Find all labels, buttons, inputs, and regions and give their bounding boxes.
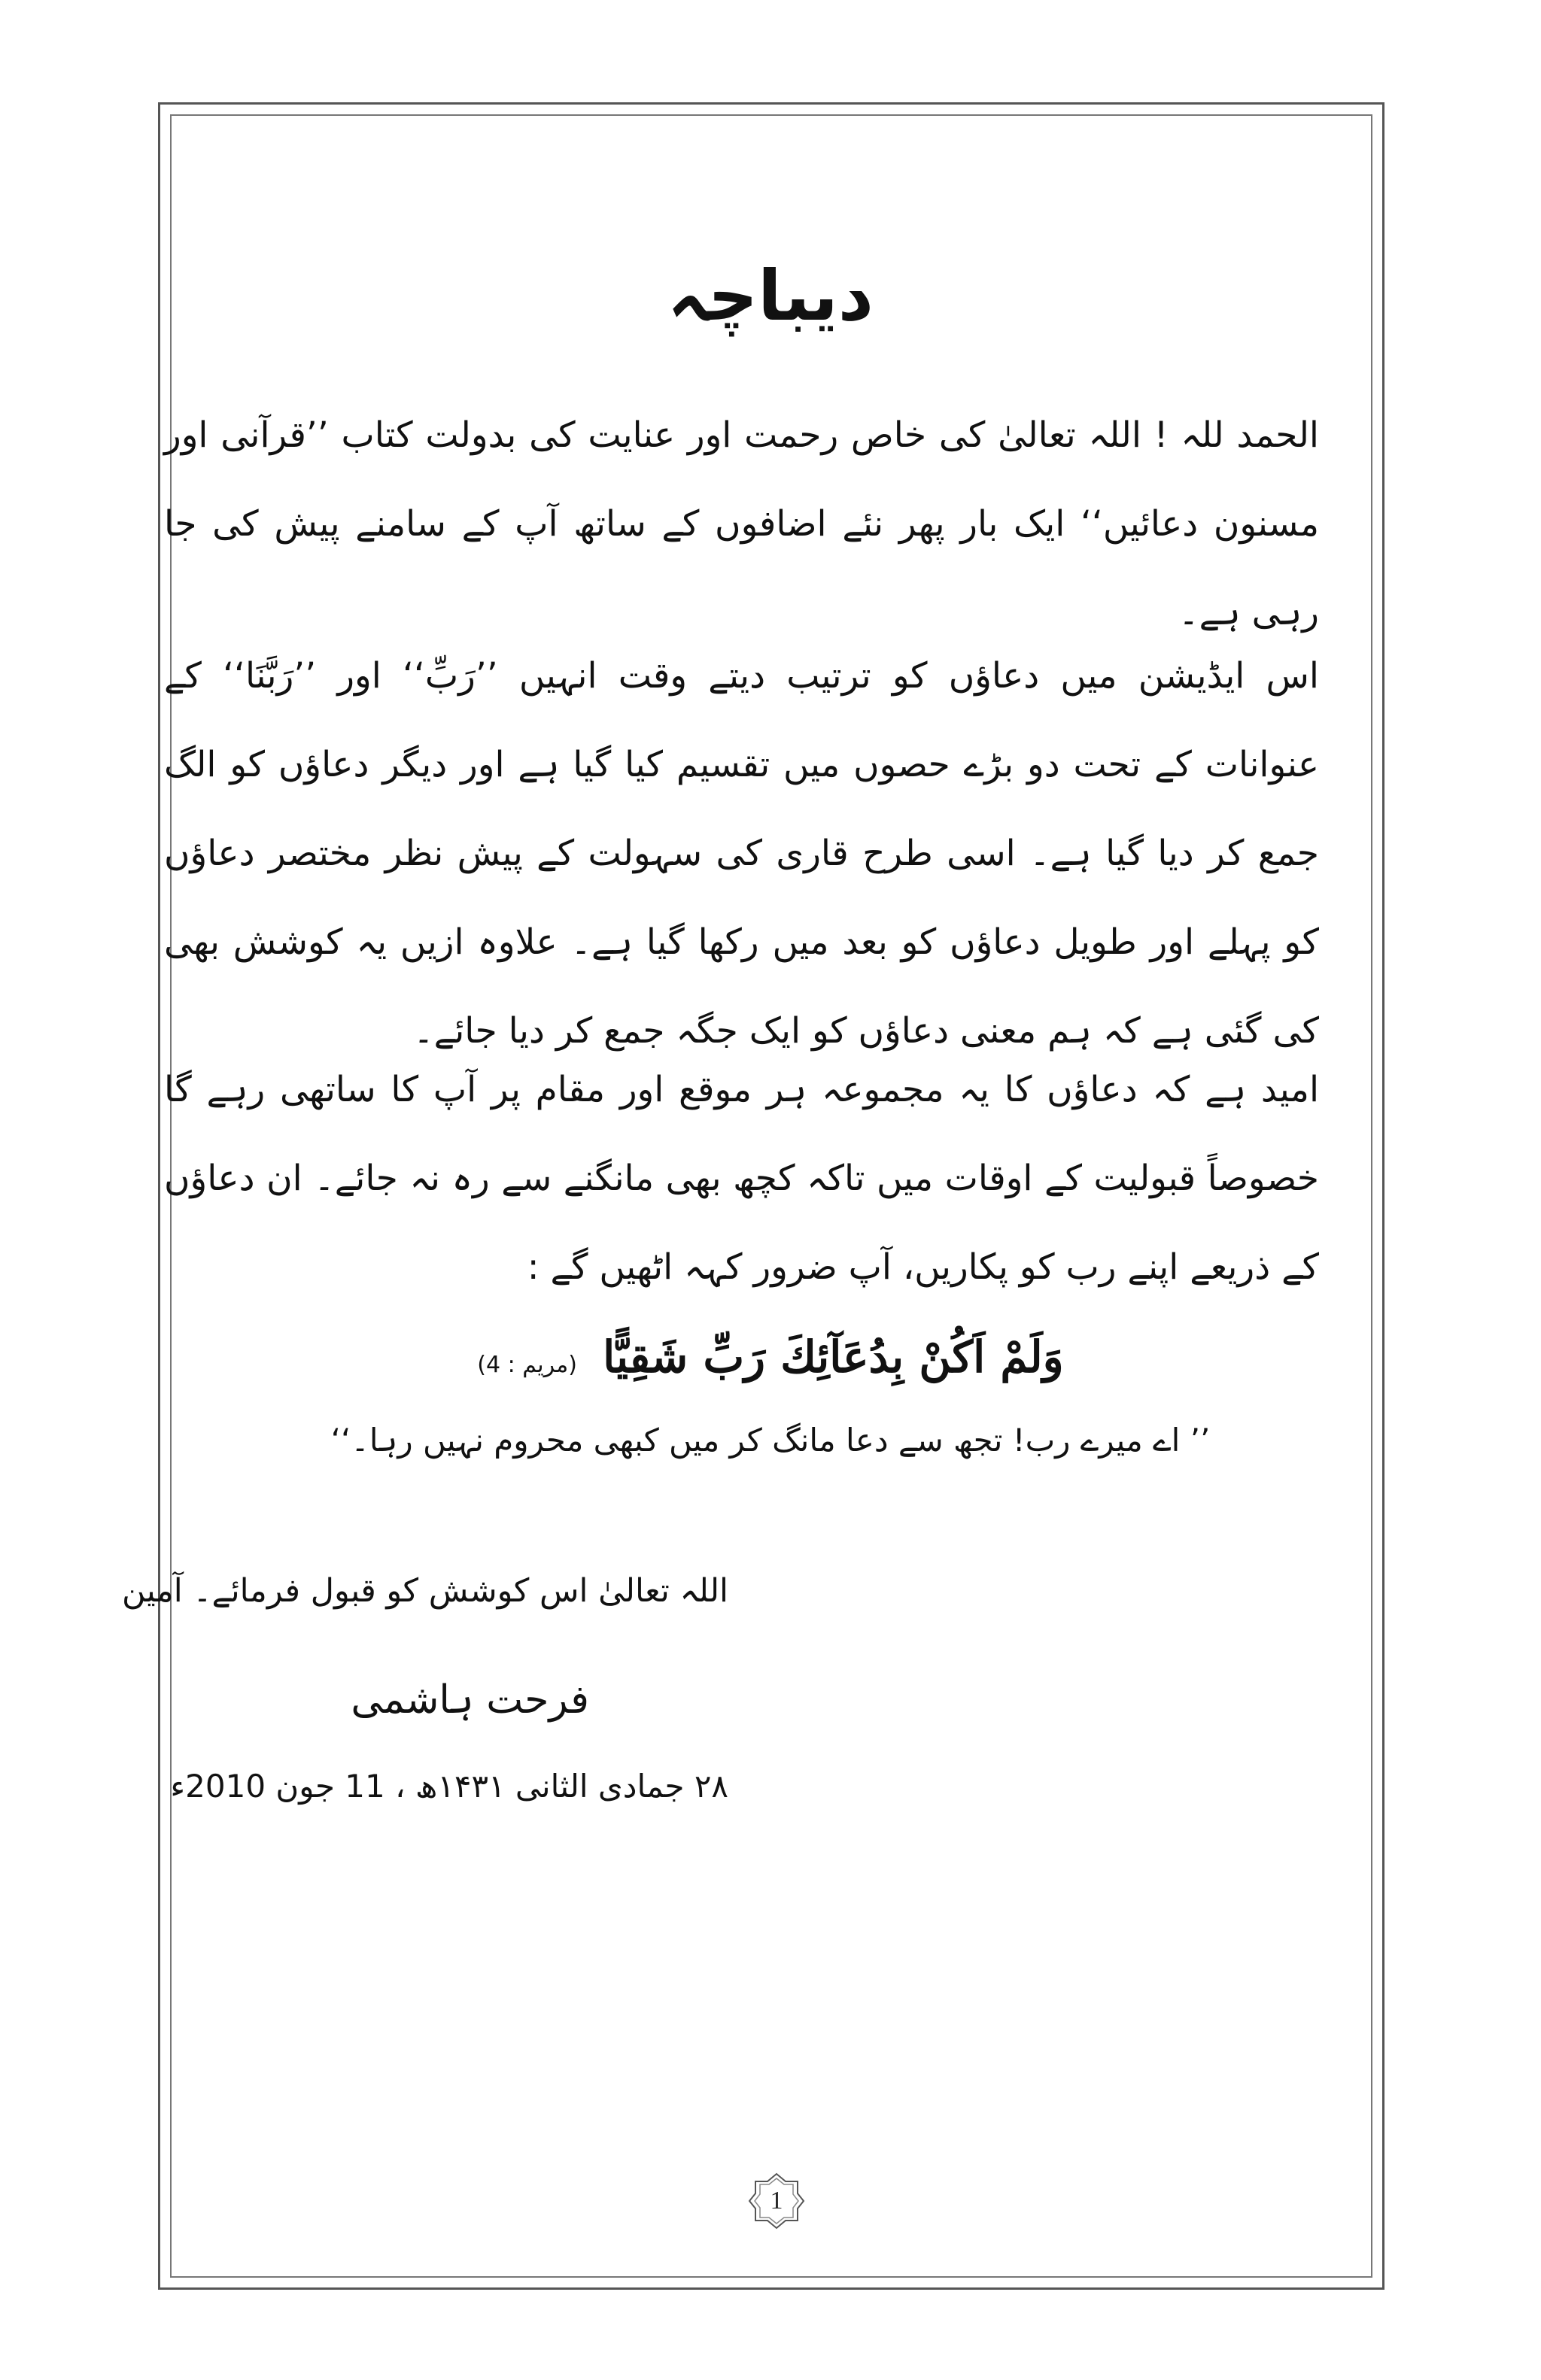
page-number-badge [748,2172,805,2230]
author-name: فرحت ہاشمی [351,1677,589,1723]
quran-verse [0,1331,1541,1383]
verse-text: وَلَمْ اَكُنْ بِدُعَآئِكَ رَبِّ شَقِيًّا [603,1331,1064,1383]
paragraph-edition: اس ایڈیشن میں دعاؤں کو ترتیب دیتے وقت انہیں ’’رَبِّ‘‘ اور ’’رَبَّنَا‘‘ کے عنوانات کے تحت دو بڑے حصوں میں تقسیم کیا گیا ہے اور دیگر دعاؤں کو الگ جمع کر دیا گیا ہے۔ اسی طرح قاری کی سہولت کے پیش نظر مختصر دعاؤں کو پہلے اور طویل دعاؤں کو بعد میں رکھا گیا ہے۔ علاوہ ازیں یہ کوشش بھی کی گئی ہے کہ ہم معنی دعاؤں کو ایک جگہ جمع کر دیا جائے۔ [164,655,1319,1052]
date-line: ۲۸ جمادی الثانی ۱۴۳۱ھ ، 11 جون 2010ء [170,1768,728,1805]
paragraph-hope: امید ہے کہ دعاؤں کا یہ مجموعہ ہر موقع اور مقام پر آپ کا ساتھی رہے گا خصوصاً قبولیت کے اوقات میں تاکہ کچھ بھی مانگنے سے رہ نہ جائے۔ ان دعاؤں کے ذریعے اپنے رب کو پکاریں، آپ ضرور کہہ اٹھیں گے : [164,1069,1319,1288]
closing-prayer: اللہ تعالیٰ اس کوشش کو قبول فرمائے۔ آمین [121,1572,728,1610]
page-title: دیباچہ [667,256,874,336]
verse-translation: ’’ اے میرے رب! تجھ سے دعا مانگ کر میں کبھی محروم نہیں رہا۔‘‘ [330,1422,1211,1459]
verse-reference: (مریم : 4) [477,1352,577,1378]
page-number: 1 [770,2187,783,2215]
paragraph-intro: الحمد للہ ! اللہ تعالیٰ کی خاص رحمت اور عنایت کی بدولت کتاب ’’قرآنی اور مسنون دعائیں‘‘ ایک بار پھر نئے اضافوں کے ساتھ آپ کے سامنے پیش کی جا رہی ہے۔ [164,414,1319,633]
